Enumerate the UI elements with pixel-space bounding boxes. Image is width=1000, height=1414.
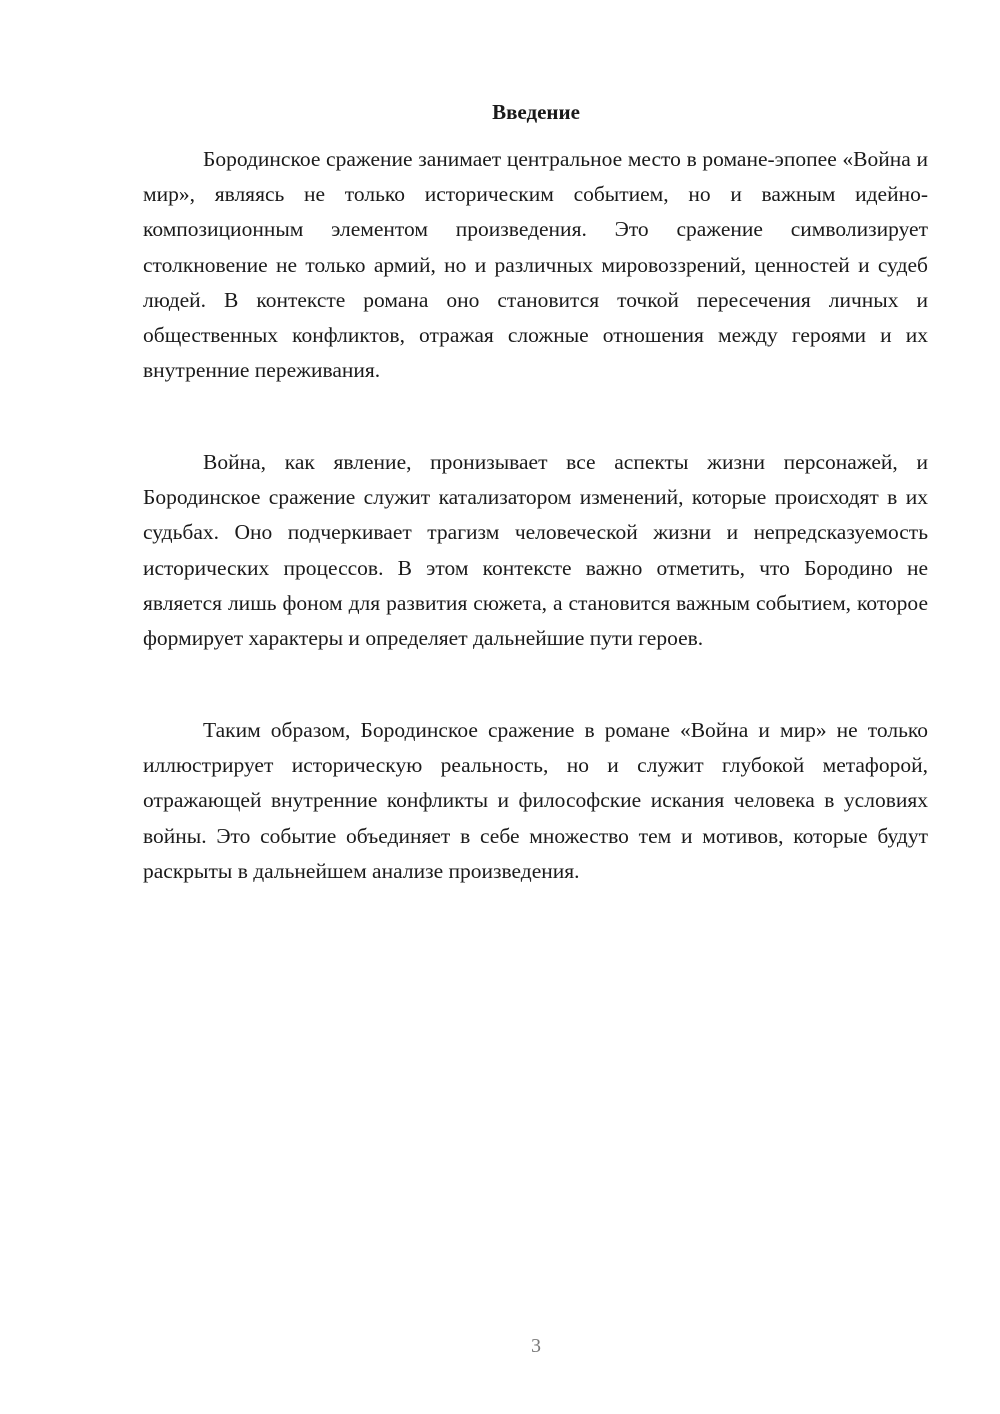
paragraph-1: Бородинское сражение занимает центральное место в романе-эпопее «Война и мир», являясь не только историческим событием, но и важным идейно-композиционным элементом произведения. Это сражение символизирует столкновение не только армий, но и различных мировоззрений, ценностей и судеб людей. В контексте романа оно становится точкой пересечения личных и общественных конфликтов, отражая сложные отношения между героями и их внутренние переживания. bbox=[143, 147, 928, 383]
page-number: 3 bbox=[531, 1335, 541, 1357]
paragraph-2: Война, как явление, пронизывает все аспекты жизни персонажей, и Бородинское сражение служит катализатором изменений, которые происходят в их судьбах. Оно подчеркивает трагизм человеческой жизни и непредсказуемость исторических процессов. В этом контексте важно отметить, что Бородино не является лишь фоном для развития сюжета, а становится важным событием, которое формирует характеры и определяет дальнейшие пути героев. bbox=[143, 450, 928, 651]
section-heading: Введение bbox=[492, 100, 580, 124]
paragraph-3: Таким образом, Бородинское сражение в романе «Война и мир» не только иллюстрирует историческую реальность, но и служит глубокой метафорой, отражающей внутренние конфликты и философские искания человека в условиях войны. Это событие объединяет в себе множество тем и мотивов, которые будут раскрыты в дальнейшем анализе произведения. bbox=[143, 718, 928, 883]
